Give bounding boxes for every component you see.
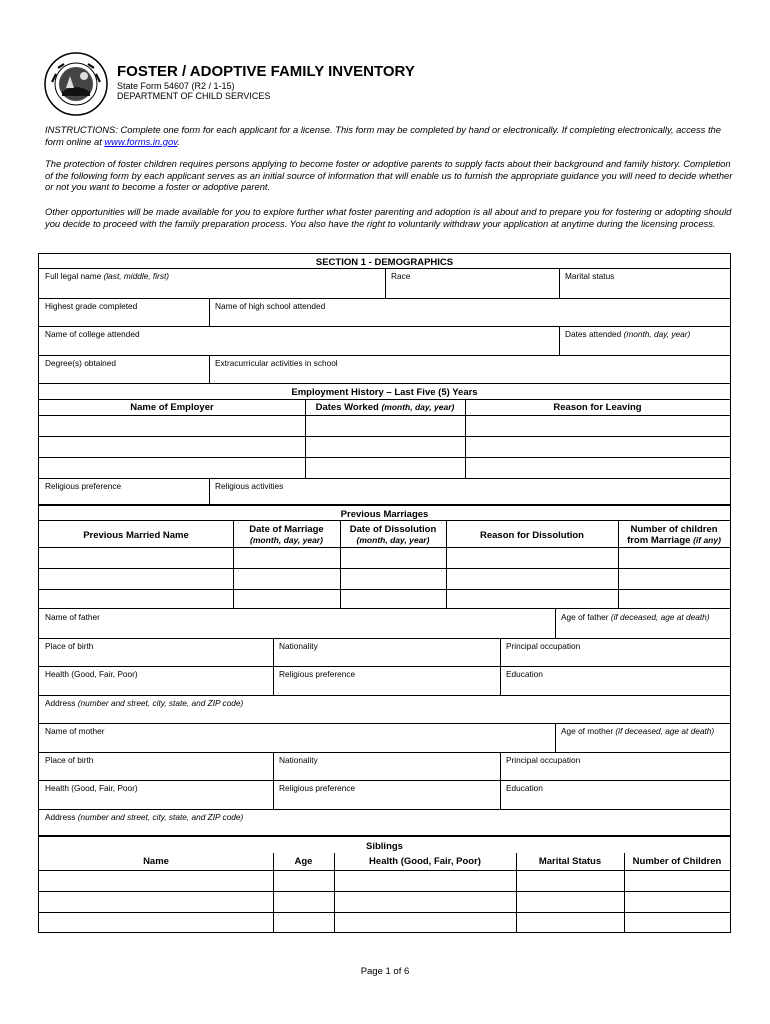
siblings-section <box>38 836 731 933</box>
previous-marriages-section <box>38 505 731 609</box>
siblings-title: Siblings <box>366 841 403 852</box>
father-occupation-field[interactable]: Principal occupation <box>506 641 581 651</box>
demographics-section <box>38 253 731 505</box>
mother-religion-field[interactable]: Religious preference <box>279 783 356 793</box>
father-age-field[interactable]: Age of father (if deceased, age at death) <box>561 612 710 622</box>
state-seal-icon <box>44 52 108 116</box>
marital-status-field[interactable]: Marital status <box>565 271 615 281</box>
page-number: Page 1 of 6 <box>360 966 410 977</box>
religious-preference-field[interactable]: Religious preference <box>45 481 122 491</box>
father-health-field[interactable]: Health (Good, Fair, Poor) <box>45 669 138 679</box>
college-field[interactable]: Name of college attended <box>45 329 140 339</box>
high-school-field[interactable]: Name of high school attended <box>215 301 326 311</box>
form-number: State Form 54607 (R2 / 1-15) <box>117 81 235 91</box>
col-sibling-marital: Marital Status <box>538 856 602 867</box>
protection-paragraph: The protection of foster children requires persons applying to become foster or adoptive parents to supply facts about their background and family history. Completion of the following form by each applicant serves as an initial source of information that will enable us to furnish the appropriate guidance you will need to decide whether or not you want to become a foster or adoptive parent. <box>45 158 733 192</box>
col-date-of-dissolution: Date of Dissolution (month, day, year) <box>349 524 437 545</box>
father-education-field[interactable]: Education <box>506 669 543 679</box>
mother-birthplace-field[interactable]: Place of birth <box>45 755 94 765</box>
father-address-field[interactable]: Address (number and street, city, state, and ZIP code) <box>45 698 244 708</box>
col-dates-worked: Dates Worked (month, day, year) <box>315 402 455 413</box>
dates-attended-field[interactable]: Dates attended (month, day, year) <box>565 329 691 339</box>
col-sibling-age: Age <box>294 856 313 867</box>
mother-education-field[interactable]: Education <box>506 783 543 793</box>
mother-age-field[interactable]: Age of mother (if deceased, age at death) <box>561 726 715 736</box>
highest-grade-field[interactable]: Highest grade completed <box>45 301 138 311</box>
employment-title: Employment History – Last Five (5) Years <box>291 387 478 398</box>
race-field[interactable]: Race <box>391 271 411 281</box>
col-employer: Name of Employer <box>130 402 214 413</box>
mother-address-field[interactable]: Address (number and street, city, state, and ZIP code) <box>45 812 244 822</box>
parents-section <box>38 608 731 836</box>
degrees-field[interactable]: Degree(s) obtained <box>45 358 117 368</box>
mother-health-field[interactable]: Health (Good, Fair, Poor) <box>45 783 138 793</box>
col-sibling-health: Health (Good, Fair, Poor) <box>369 856 481 867</box>
col-previous-married-name: Previous Married Name <box>83 530 189 541</box>
father-name-field[interactable]: Name of father <box>45 612 100 622</box>
religious-activities-field[interactable]: Religious activities <box>215 481 284 491</box>
department-name: DEPARTMENT OF CHILD SERVICES <box>117 91 271 101</box>
opportunities-paragraph: Other opportunities will be made available for you to explore further what foster parenting and adoption is all about and to prepare you for fostering or adopting should you decide to proceed with the family preparation process. You also have the right to voluntarily withdraw your application at anytime during the licensing process. <box>45 206 732 229</box>
section1-title: SECTION 1 - DEMOGRAPHICS <box>315 257 454 268</box>
father-nationality-field[interactable]: Nationality <box>279 641 318 651</box>
marriages-title: Previous Marriages <box>340 509 429 520</box>
col-number-children: Number of children from Marriage (if any) <box>627 524 721 546</box>
form-title: FOSTER / ADOPTIVE FAMILY INVENTORY <box>117 63 415 80</box>
father-birthplace-field[interactable]: Place of birth <box>45 641 94 651</box>
col-sibling-name: Name <box>143 856 169 867</box>
col-reason-leaving: Reason for Leaving <box>553 402 642 413</box>
instructions-paragraph: INSTRUCTIONS: Complete one form for each applicant for a license. This form may be completed by hand or electronically. If completing electronically, access the form online at www.forms.in.gov. <box>45 124 721 147</box>
col-date-of-marriage: Date of Marriage (month, day, year) <box>249 524 324 545</box>
full-name-field[interactable]: Full legal name (last, middle, first) <box>45 271 170 281</box>
mother-occupation-field[interactable]: Principal occupation <box>506 755 581 765</box>
mother-nationality-field[interactable]: Nationality <box>279 755 318 765</box>
col-reason-dissolution: Reason for Dissolution <box>480 530 584 541</box>
forms-link[interactable]: www.forms.in.gov <box>104 135 178 147</box>
father-religion-field[interactable]: Religious preference <box>279 669 356 679</box>
mother-name-field[interactable]: Name of mother <box>45 726 105 736</box>
col-sibling-children: Number of Children <box>632 856 722 867</box>
extracurricular-field[interactable]: Extracurricular activities in school <box>215 358 338 368</box>
